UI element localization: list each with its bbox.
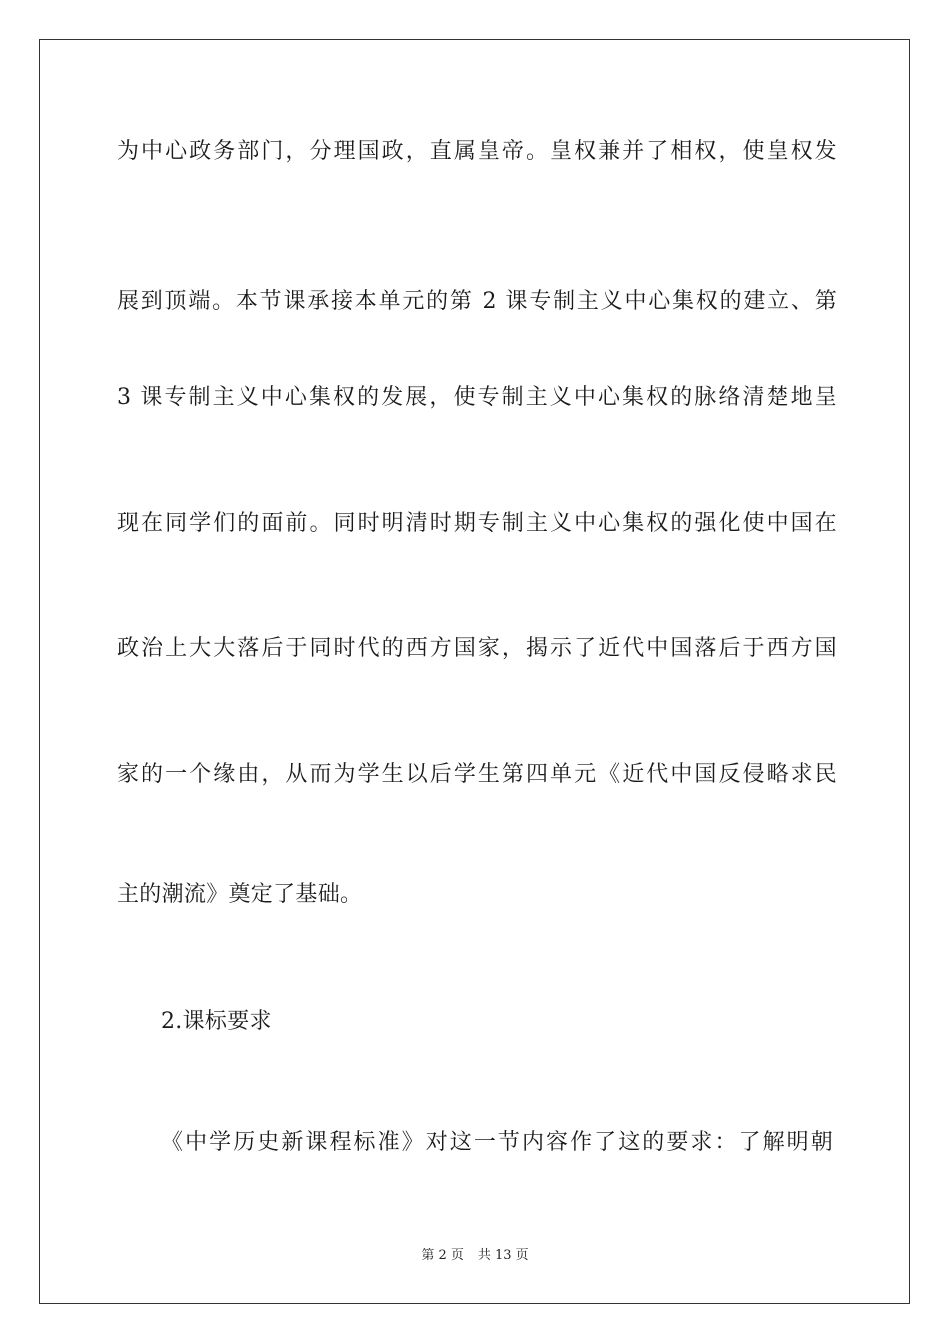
paragraph-line-6: 家的一个缘由，从而为学生以后学生第四单元《近代中国反侵略求民	[117, 762, 837, 787]
paragraph-line-8: 《中学历史新课程标准》对这一节内容作了这的要求：了解明朝	[161, 1130, 833, 1155]
paragraph-line-1: 为中心政务部门，分理国政，直属皇帝。皇权兼并了相权，使皇权发	[117, 139, 837, 164]
page-border	[39, 39, 910, 1304]
paragraph-line-7: 主的潮流》奠定了基础。	[117, 882, 363, 907]
paragraph-line-4: 现在同学们的面前。同时明清时期专制主义中心集权的强化使中国在	[117, 511, 837, 536]
section-heading: 2.课标要求	[161, 1009, 272, 1034]
paragraph-line-5: 政治上大大落后于同时代的西方国家，揭示了近代中国落后于西方国	[117, 636, 837, 661]
page-footer	[0, 1247, 950, 1265]
paragraph-line-2: 展到顶端。本节课承接本单元的第 2 课专制主义中心集权的建立、第	[117, 289, 837, 314]
page-total: 共 13 页	[477, 1248, 529, 1263]
page-number: 第 2 页	[421, 1248, 464, 1263]
paragraph-line-3: 3 课专制主义中心集权的发展，使专制主义中心集权的脉络清楚地呈	[117, 385, 837, 410]
